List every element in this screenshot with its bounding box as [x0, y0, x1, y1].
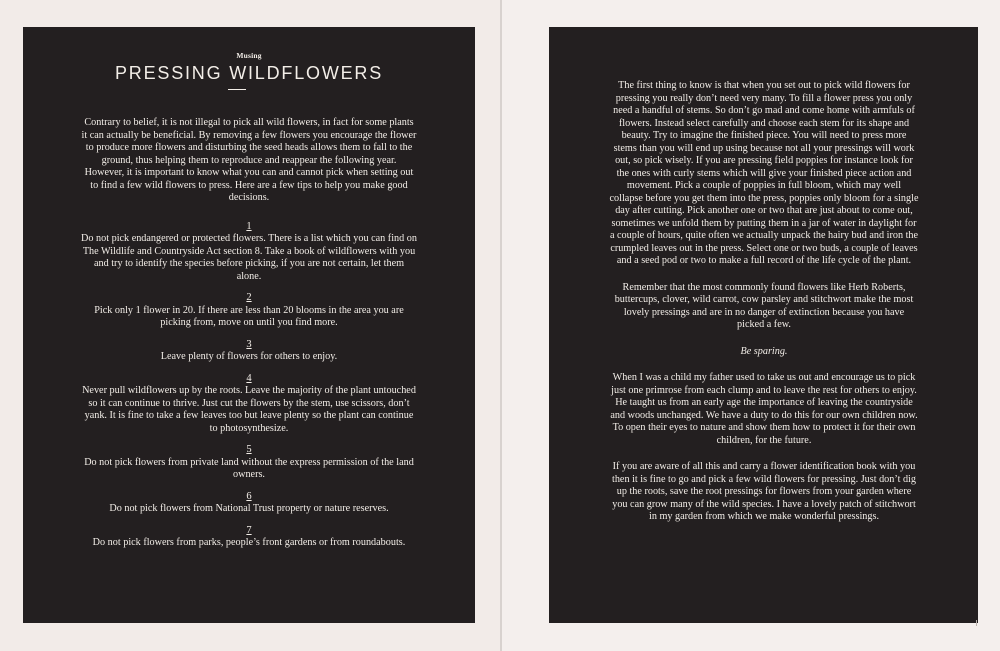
intro-paragraph: Contrary to belief, it is not illegal to pick all wild flowers, in fact for some plants it can actually be beneficial. By removing a few flowers you encourage the flower to produce more flowers and disturbing the seed heads allows them to fall to the ground, thus helping them to reproduce and reappear the following year. However, it is important to know what you can and cannot pick when setting out to find a few wild flowers to press. Here are a few tips to help you make good decisions. — [81, 117, 417, 203]
tip-text: Do not pick endangered or protected flowers. There is a list which you can find on The Wildlife and Countryside Act section 8. Take a book of wildflowers with you and try to identify the species before picking, if you are not certain, let them alone. — [81, 233, 417, 282]
emphasis-line: Be sparing. — [740, 345, 788, 357]
section-kicker: Musing — [236, 51, 262, 60]
tip-item — [81, 215, 417, 284]
tip-item — [81, 367, 417, 436]
body-paragraph: The first thing to know is that when you set out to pick wild flowers for pressing you really don’t need very many. To fill a flower press you only need a handful of stems. So don’t go mad and come home with armfuls of flowers. Instead select carefully and choose each stem for its shape and beauty. Try to imagine the finished piece. You will need to press more stems than you will end up using because not all your pressings will work out, so pick wisely. If you are pressing field poppies for instance look for the ones with curly stems which will give your finished piece action and movement. Pick a couple of poppies in full bloom, which may well collapse before you get them into the press, poppies only bloom for a single day after cutting. Pick another one or two that are just about to come out, sometimes we unfold them by putting them in a jar of water in daylight for a couple of hours, quite often we actually unpack the hairy bud and iron the crumpled leaves out in the press. Select one or two buds, a couple of leaves and a seed pod or two to make a full record of the life cycle of the plant. — [609, 80, 919, 266]
tip-number: 3 — [246, 338, 252, 350]
tip-number: 2 — [246, 292, 252, 303]
tip-item — [81, 485, 417, 516]
tip-text: Leave plenty of flowers for others to enjoy. — [160, 351, 338, 362]
tip-number: 6 — [246, 490, 252, 502]
body-paragraph: When I was a child my father used to take us out and encourage us to pick just one primrose from each clump and to leave the rest for others to enjoy. He taught us from an early age the importance of leaving the countryside and woods unchanged. We have a duty to do this for our own children now. To open their eyes to nature and show them how to protect it for their own children, for the future. — [610, 372, 918, 446]
body-paragraph: Remember that the most commonly found flowers like Herb Roberts, buttercups, clover, wild carrot, cow parsley and stitchwort make the most lovely pressings and are in no danger of extinction because you have picked a few. — [614, 281, 914, 330]
tip-number: 5 — [246, 444, 252, 455]
tip-item — [81, 333, 417, 364]
tip-text: Do not pick flowers from private land without the express permission of the land owners. — [84, 456, 414, 480]
right-body — [609, 80, 919, 538]
tip-item — [81, 519, 417, 550]
page-corner-mark — [972, 620, 977, 626]
title-divider — [228, 89, 246, 90]
page-title: PRESSING WILDFLOWERS — [114, 63, 384, 83]
tip-item — [81, 438, 417, 482]
tip-text: Never pull wildflowers up by the roots. Leave the majority of the plant untouched so it can continue to thrive. Just cut the flowers by the stem, use scissors, don’t yank. It is fine to take a few leaves too but leave plenty so the plant can continue to photosynthesize. — [82, 385, 416, 434]
right-page — [549, 27, 978, 623]
tip-number: 7 — [246, 524, 252, 536]
tip-text: Pick only 1 flower in 20. If there are less than 20 blooms in the area you are picking from, move on until you find more. — [94, 304, 404, 328]
tip-text: Do not pick flowers from parks, people’s front gardens or from roundabouts. — [92, 537, 406, 548]
book-gutter — [500, 0, 502, 651]
tip-text: Do not pick flowers from National Trust property or nature reserves. — [109, 503, 389, 514]
left-page — [23, 27, 475, 623]
tip-number: 4 — [246, 372, 252, 384]
body-paragraph: If you are aware of all this and carry a flower identification book with you then it is fine to go and pick a few wild flowers for pressing. Just don’t dig up the roots, save the root pressings for flowers from your garden where you can grow many of the wild species. I have a lovely patch of stitchwort in my garden from which we make wonderful pressings. — [612, 461, 916, 522]
tip-number: 1 — [246, 220, 252, 232]
tip-item — [81, 286, 417, 330]
left-body — [81, 117, 417, 553]
